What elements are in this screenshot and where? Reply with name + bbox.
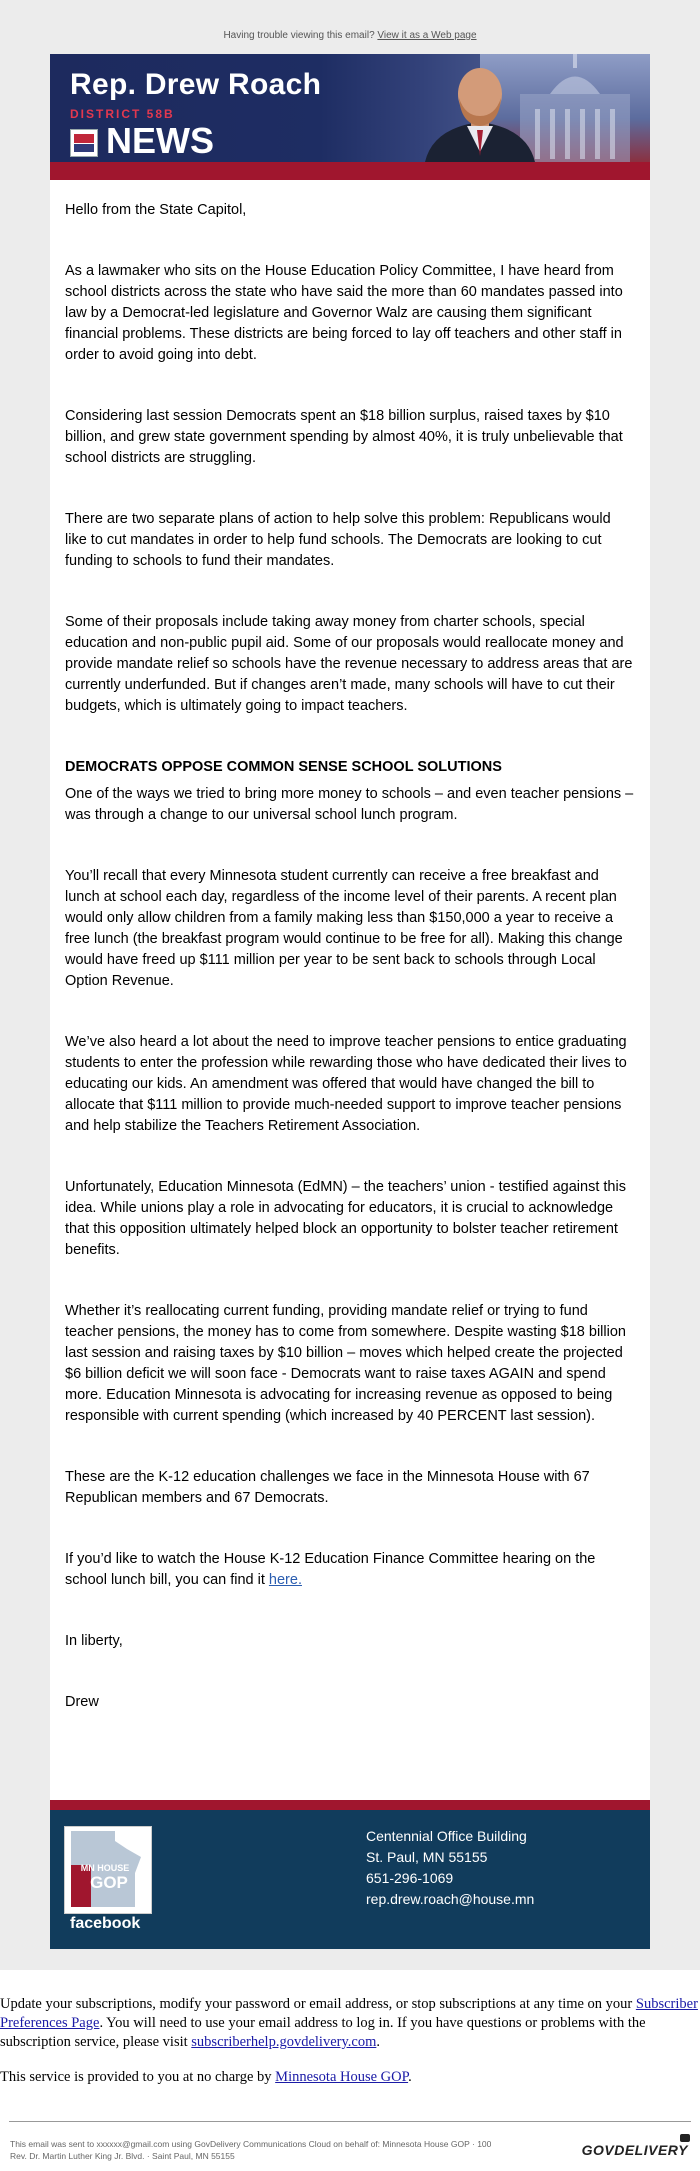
paragraph-1: As a lawmaker who sits on the House Education Policy Committee, I have heard from school districts across the state who have said the more than 60 mandates passed into law by a Democrat-led legislature and Governor Walz are causing them significant financial problems. These districts are being forced to lay off teachers and other staff in order to avoid going into debt. — [65, 263, 623, 363]
govdelivery-logo[interactable]: GOVDELIVERY — [581, 2142, 688, 2158]
preheader — [0, 30, 700, 41]
banner-news: NEWS — [106, 120, 214, 161]
subscriber-preferences-link[interactable]: Subscriber Preferences Page — [0, 1996, 698, 2031]
subscription-text-2: . You will need to use your email address to log in. If you have questions or problems with the subscription service, please visit — [0, 2015, 646, 2050]
address-line-2: St. Paul, MN 55155 — [366, 1849, 488, 1865]
subscription-paragraph — [0, 1995, 700, 2052]
divider — [9, 2121, 691, 2122]
paragraph-6: You’ll recall that every Minnesota student currently can receive a free breakfast and lunch at school each day, regardless of the income level of their parents. A recent plan would only allow children from a family making less than $150,000 a year to receive a free lunch (the breakfast program would continue to be free for all). Making this change would have freed up $111 million per year to be sent back to schools through Local Option Revenue. — [65, 868, 623, 989]
closing: In liberty, — [65, 1633, 123, 1649]
paragraph-7: We’ve also heard a lot about the need to improve teacher pensions to entice graduating students to enter the profession while rewarding those who have dedicated their lives to educating our kids. An amendment was offered that would have changed the bill to allocate that $111 million to provide much-needed support to improve teacher pensions and help stabilize the Teachers Retirement Association. — [65, 1034, 627, 1134]
service-text: This service is provided to you at no charge by — [0, 2069, 276, 2085]
paragraph-5: One of the ways we tried to bring more money to schools – and even teacher pensions – was through a change to our universal school lunch program. — [65, 786, 634, 823]
phone-number: 651-296-1069 — [366, 1870, 454, 1886]
mn-house-gop-logo[interactable] — [64, 1826, 152, 1914]
banner-red-stripe — [50, 162, 650, 180]
header-banner — [50, 54, 650, 162]
web-page-link[interactable]: View it as a Web page — [377, 30, 477, 41]
subscription-notice — [0, 1995, 700, 2103]
paragraph-11-text: If you’d like to watch the House K-12 Education Finance Committee hearing on the school lunch bill, you can find it — [65, 1551, 596, 1588]
office-address — [366, 1826, 636, 1910]
fine-print — [10, 2138, 590, 2162]
footer-red-stripe — [50, 1800, 650, 1810]
paragraph-4: Some of their proposals include taking away money from charter schools, special education and non-public pupil aid. Some of our proposals would reallocate money and provide mandate relief so schools have the revenue necessary to address areas that are currently underfunded. But if changes aren’t made, many schools will have to cut their budgets, which is ultimately going to impact teachers. — [65, 614, 633, 714]
paragraph-2: Considering last session Democrats spent an $18 billion surplus, raised taxes by $10 billion, and grew state government spending by almost 40%, it is truly unbelievable that school districts are struggling. — [65, 408, 623, 466]
hearing-video-link[interactable]: here. — [268, 1572, 302, 1588]
fine-print-line-1: This email was sent to xxxxxx@gmail.com using GovDelivery Communications Cloud on behalf of: Minnesota House GOP · 100 — [10, 2139, 492, 2149]
trouble-text: Having trouble viewing this email? — [223, 30, 375, 41]
facebook-link[interactable]: facebook — [70, 1915, 141, 1932]
footer — [50, 1800, 650, 1949]
govdelivery-badge-icon — [680, 2134, 690, 2142]
subscription-text-end: . — [376, 2034, 380, 2050]
paragraph-3: There are two separate plans of action to help solve this problem: Republicans would like to cut mandates in order to help fund schools. The Democrats are looking to cut funding to schools to fund their mandates. — [65, 511, 611, 569]
representative-portrait — [415, 60, 545, 162]
paragraph-11 — [65, 1549, 635, 1591]
paragraph-8: Unfortunately, Education Minnesota (EdMN) – the teachers’ union - testified against this idea. While unions play a role in advocating for educators, it is crucial to acknowledge that this opposition ultimately helped block an opportunity to bolster teacher retirement benefits. — [65, 1179, 626, 1258]
house-gop-link[interactable]: Minnesota House GOP — [275, 2069, 409, 2085]
subscriber-help-link[interactable]: subscriberhelp.govdelivery.com — [191, 2034, 377, 2050]
subscription-text: Update your subscriptions, modify your password or email address, or stop subscriptions at any time on your — [0, 1996, 636, 2012]
banner-district: DISTRICT 58B — [70, 107, 175, 121]
greeting: Hello from the State Capitol, — [65, 202, 247, 218]
email-card — [50, 54, 650, 1949]
address-line-1: Centennial Office Building — [366, 1828, 527, 1844]
paragraph-10: These are the K-12 education challenges we face in the Minnesota House with 67 Republican members and 67 Democrats. — [65, 1469, 590, 1506]
house-gop-flag-icon — [70, 129, 98, 157]
service-paragraph — [0, 2068, 700, 2087]
signature: Drew — [65, 1694, 99, 1710]
logo-line2: GOP — [90, 1873, 128, 1892]
service-text-end: . — [408, 2069, 412, 2085]
section-heading: DEMOCRATS OPPOSE COMMON SENSE SCHOOL SOLUTIONS — [65, 759, 502, 775]
email-content — [65, 180, 635, 1713]
logo-line1: MN HOUSE — [80, 1863, 130, 1873]
paragraph-9: Whether it’s reallocating current funding, providing mandate relief or trying to fund teacher pensions, the money has to come from somewhere. Despite wasting $18 billion last session and raising taxes by $10 billion – moves which helped create the projected $6 billion deficit we will soon face - Democrats want to raise taxes AGAIN and spend more. Education Minnesota is advocating for increasing revenue as opposed to being responsible with current spending (which increased by 40 PERCENT last session). — [65, 1303, 626, 1424]
banner-name: Rep. Drew Roach — [70, 68, 322, 101]
email-address[interactable]: rep.drew.roach@house.mn — [366, 1891, 535, 1907]
fine-print-line-2: Rev. Dr. Martin Luther King Jr. Blvd. · Saint Paul, MN 55155 — [10, 2151, 235, 2161]
